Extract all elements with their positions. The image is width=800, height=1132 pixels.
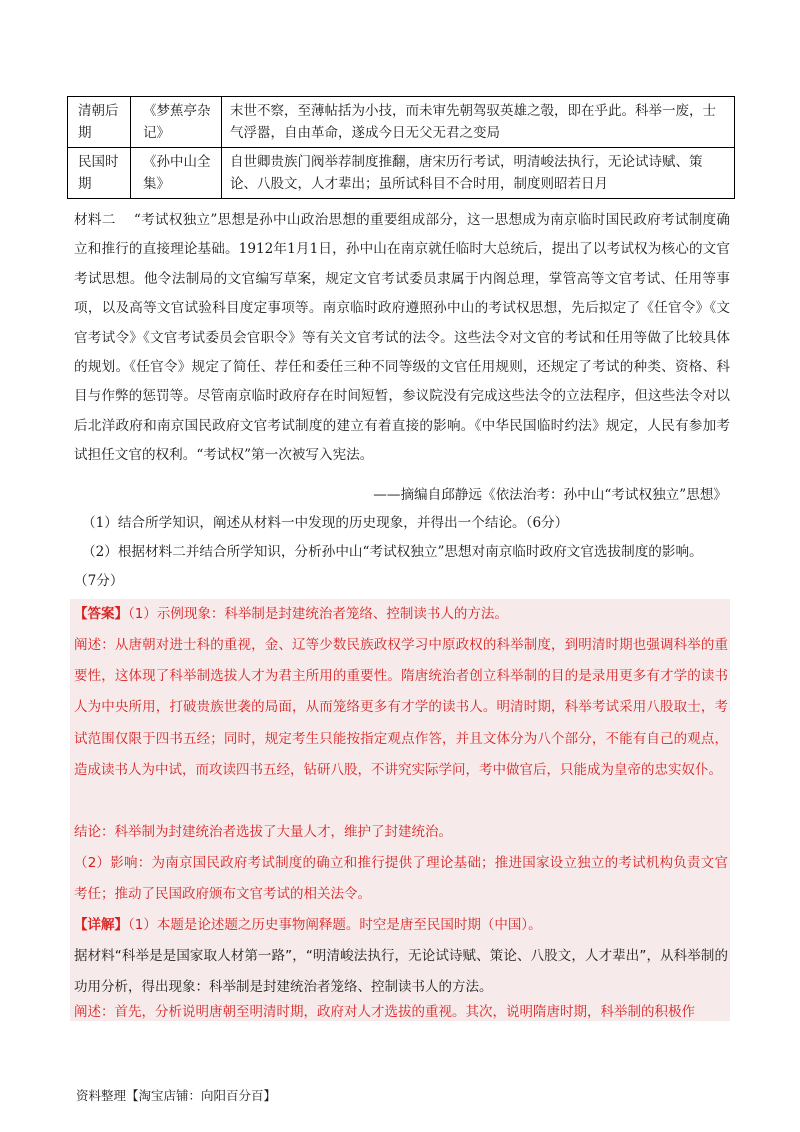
- answer-tag: 【答案】: [74, 606, 128, 622]
- answer-line-1: [74, 599, 728, 630]
- material-source: ——摘编自邱静远《依法治考：孙中山“考试权独立”思想》: [373, 487, 727, 503]
- footer-note: 资料整理【淘宝店铺：向阳百分百】: [76, 1088, 277, 1103]
- content-cell: 自世卿贵族门阀举荐制度推翻，唐宋历行考试，明清峻法执行，无论试诗赋、策论、八股文，人才辈出；虽所试科目不合时用，制度则昭若日月: [222, 148, 735, 199]
- answer-part-two: （2）影响：为南京国民政府考试制度的确立和推行提供了理论基础；推进国家设立独立的考试机构负责文官考任；推动了民国政府颁布文官考试的相关法令。: [74, 855, 728, 903]
- detail-text: （1）本题是论述题之历史事物阐释题。时空是唐至民国时期（中国）。: [128, 917, 542, 933]
- source-cell: 《孙中山全集》: [131, 148, 222, 199]
- period-cell: 清朝后期: [68, 97, 131, 148]
- source-cell: 《梦蕉亭杂记》: [131, 97, 222, 148]
- answer-explanation: 阐述：从唐朝对进士科的重视，金、辽等少数民族政权学习中原政权的科举制度，到明清时期也强调科举的重要性，这体现了科举制选拔人才为君主所用的重要性。隋唐统治者创立科举制的目的是录用更多有才学的读书人为中央所用，打破贵族世袭的局面，从而笼络更多有才学的读书人。明清时期，科举考试采用八股取士，考试范围仅限于四书五经；同时，规定考生只能按指定观点作答，并且文体分为八个部分，不能有自己的观点，造成读书人为中试，而攻读四书五经，钻研八股，不讲究实际学问，考中做官后，只能成为皇帝的忠实奴仆。: [74, 637, 728, 778]
- answer-conclusion: 结论：科举制为封建统治者选拔了大量人才，维护了封建统治。: [74, 824, 452, 840]
- history-table: [67, 96, 735, 199]
- detail-line-3: 阐述：首先，分析说明唐朝至明清时期，政府对人才选拔的重视。其次，说明隋唐时期，科举制的积极作: [74, 1004, 695, 1020]
- material-label: 材料二: [74, 212, 116, 228]
- period-cell: 民国时期: [68, 148, 131, 199]
- material-text: “考试权独立”思想是孙中山政治思想的重要组成部分，这一思想成为南京临时国民政府考试制度确立和推行的直接理论基础。1912年1月1日，孙中山在南京就任临时大总统后，提出了以考试权为核心的文官考试思想。他令法制局的文官编写草案，规定文官考试委员隶属于内阁总理，掌管高等文官考试、任用等事项，以及高等文官试验科目度定事项等。南京临时政府遵照孙中山的考试权思想，先后拟定了《任官令》《文官考试令》《文官考试委员会官职令》等有关文官考试的法令。这些法令对文官的考试和任用等做了比较具体的规划。《任官令》规定了简任、荐任和委任三种不同等级的文官任用规则，还规定了考试的种类、资格、科目与作弊的惩罚等。尽管南京临时政府存在时间短暂，参议院没有完成这些法令的立法程序，但这些法令对以后北洋政府和南京国民政府文官考试制度的建立有着直接的影响。《中华民国临时约法》规定，人民有参加考试担任文官的权利。“考试权”第一次被写入宪法。: [74, 212, 731, 464]
- table-row: [68, 97, 735, 148]
- content-cell: 末世不察，至薄帖括为小技，而未审先朝驾驭英雄之彀，即在乎此。科举一废，士气浮嚣，自由革命，遂成今日无父无君之变局: [222, 97, 735, 148]
- detail-line-1: [74, 910, 728, 941]
- table-row: [68, 148, 735, 199]
- question-two: （2）根据材料二并结合所学知识，分析孙中山“考试权独立”思想对南京临时政府文官选拔制度的影响。: [82, 544, 703, 560]
- material-two: [74, 206, 730, 471]
- detail-line-2: 据材料“科举是是国家取人材第一路”，“明清峻法执行，无论试诗赋、策论、八股文，人才辈出”，从科举制的功用分析，得出现象：科举制是封建统治者笼络、控制读书人的方法。: [74, 948, 728, 996]
- answer-text: （1）示例现象：科举制是封建统治者笼络、控制读书人的方法。: [128, 606, 508, 622]
- question-one: （1）结合所学知识，阐述从材料一中发现的历史现象，并得出一个结论。（6分）: [82, 515, 569, 531]
- question-two-score: （7分）: [74, 573, 124, 589]
- detail-tag: 【详解】: [74, 917, 128, 933]
